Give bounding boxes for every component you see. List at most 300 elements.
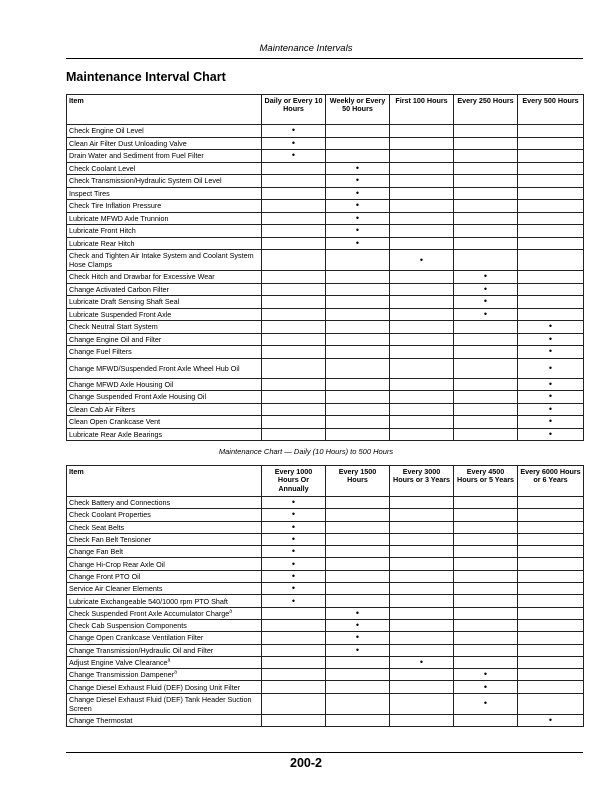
interval-cell xyxy=(390,583,454,595)
interval-marker-cell xyxy=(326,237,390,250)
interval-cell xyxy=(518,125,584,138)
interval-marker-cell xyxy=(518,391,584,404)
interval-cell xyxy=(326,497,390,509)
interval-cell xyxy=(518,595,584,607)
table-row xyxy=(67,187,584,200)
bullet-marker: • xyxy=(548,346,553,357)
item-cell xyxy=(67,619,262,631)
maintenance-table-10-to-500-hours xyxy=(66,94,584,441)
bullet-marker: • xyxy=(355,225,360,236)
item-label: Clean Air Filter Dust Unloading Valve xyxy=(69,138,187,148)
bullet-marker: • xyxy=(291,521,296,532)
interval-marker-cell xyxy=(262,137,326,150)
interval-marker-cell xyxy=(454,308,518,321)
interval-cell xyxy=(454,509,518,521)
interval-cell xyxy=(390,428,454,441)
interval-cell xyxy=(454,416,518,429)
interval-cell xyxy=(326,656,390,668)
bullet-marker: • xyxy=(291,150,296,161)
item-cell xyxy=(67,125,262,138)
table-row xyxy=(67,296,584,309)
item-label: Check Battery and Connections xyxy=(69,498,171,508)
interval-cell xyxy=(518,681,584,693)
interval-cell xyxy=(390,693,454,714)
item-cell xyxy=(67,521,262,533)
interval-cell xyxy=(390,346,454,359)
interval-cell xyxy=(390,681,454,693)
item-label: Change Thermostat xyxy=(69,715,133,725)
interval-cell xyxy=(390,509,454,521)
interval-cell xyxy=(390,546,454,558)
interval-cell xyxy=(454,607,518,619)
interval-cell xyxy=(390,416,454,429)
item-cell xyxy=(67,175,262,188)
interval-cell xyxy=(326,428,390,441)
interval-marker-cell xyxy=(262,546,326,558)
table-row xyxy=(67,428,584,441)
footnote-marker: a xyxy=(174,669,177,676)
column-header-interval: Every 1000 Hours Or Annually xyxy=(262,466,326,497)
interval-cell xyxy=(326,546,390,558)
interval-cell xyxy=(262,428,326,441)
item-label: Change Hi-Crop Rear Axle Oil xyxy=(69,559,165,569)
item-cell xyxy=(67,283,262,296)
table-row xyxy=(67,250,584,271)
interval-cell xyxy=(454,403,518,416)
interval-cell xyxy=(518,558,584,570)
bullet-marker: • xyxy=(355,632,360,643)
item-label: Change Activated Carbon Filter xyxy=(69,284,169,294)
interval-cell xyxy=(326,346,390,359)
interval-cell xyxy=(518,546,584,558)
interval-cell xyxy=(454,137,518,150)
interval-cell xyxy=(262,225,326,238)
interval-cell xyxy=(262,346,326,359)
item-label: Service Air Cleaner Elements xyxy=(69,584,163,594)
item-label: Change Diesel Exhaust Fluid (DEF) Tank Header Suction Screen xyxy=(69,694,252,713)
item-cell xyxy=(67,497,262,509)
table-row xyxy=(67,497,584,509)
interval-cell xyxy=(518,583,584,595)
bullet-marker: • xyxy=(419,254,424,265)
interval-cell xyxy=(454,200,518,213)
column-header-interval: Every 3000 Hours or 3 Years xyxy=(390,466,454,497)
interval-cell xyxy=(390,644,454,656)
item-label: Check Transmission/Hydraulic System Oil Level xyxy=(69,176,222,186)
interval-marker-cell xyxy=(262,570,326,582)
interval-cell xyxy=(390,632,454,644)
bullet-marker: • xyxy=(548,321,553,332)
interval-cell xyxy=(390,497,454,509)
interval-cell xyxy=(518,497,584,509)
item-cell xyxy=(67,509,262,521)
interval-marker-cell xyxy=(326,212,390,225)
interval-cell xyxy=(262,358,326,378)
item-cell xyxy=(67,333,262,346)
column-header-interval: First 100 Hours xyxy=(390,95,454,125)
interval-cell xyxy=(262,416,326,429)
item-label: Check Coolant Properties xyxy=(69,510,151,520)
interval-cell xyxy=(518,509,584,521)
interval-cell xyxy=(262,669,326,681)
item-label: Clean Cab Air Filters xyxy=(69,404,135,414)
interval-cell xyxy=(390,175,454,188)
interval-cell xyxy=(454,358,518,378)
interval-cell xyxy=(454,558,518,570)
interval-marker-cell xyxy=(518,321,584,334)
interval-cell xyxy=(518,200,584,213)
interval-marker-cell xyxy=(326,632,390,644)
item-cell xyxy=(67,137,262,150)
interval-cell xyxy=(454,125,518,138)
bullet-marker: • xyxy=(291,497,296,508)
bullet-marker: • xyxy=(355,644,360,655)
bullet-marker: • xyxy=(291,125,296,136)
item-cell xyxy=(67,296,262,309)
bullet-marker: • xyxy=(548,378,553,389)
interval-cell xyxy=(454,428,518,441)
interval-cell xyxy=(518,187,584,200)
bullet-marker: • xyxy=(355,187,360,198)
interval-cell xyxy=(454,333,518,346)
interval-cell xyxy=(262,681,326,693)
item-label: Inspect Tires xyxy=(69,188,110,198)
interval-cell xyxy=(390,533,454,545)
bullet-marker: • xyxy=(548,714,553,725)
bullet-marker: • xyxy=(548,362,553,373)
interval-cell xyxy=(454,497,518,509)
interval-cell xyxy=(454,656,518,668)
item-label: Lubricate Rear Hitch xyxy=(69,238,135,248)
item-cell xyxy=(67,271,262,284)
interval-cell xyxy=(390,714,454,726)
interval-cell xyxy=(326,358,390,378)
interval-cell xyxy=(326,391,390,404)
interval-marker-cell xyxy=(454,681,518,693)
table-row xyxy=(67,271,584,284)
table-row xyxy=(67,237,584,250)
interval-cell xyxy=(454,378,518,391)
interval-marker-cell xyxy=(454,693,518,714)
header-divider xyxy=(66,58,583,59)
bullet-marker: • xyxy=(483,308,488,319)
interval-marker-cell xyxy=(262,595,326,607)
interval-cell xyxy=(518,533,584,545)
interval-marker-cell xyxy=(454,283,518,296)
footnote-marker: a xyxy=(167,657,171,664)
interval-cell xyxy=(390,212,454,225)
bullet-marker: • xyxy=(355,607,360,618)
item-label: Change Transmission Dampener xyxy=(69,670,175,680)
interval-cell xyxy=(454,570,518,582)
interval-marker-cell xyxy=(454,271,518,284)
bullet-marker: • xyxy=(483,669,488,680)
interval-cell xyxy=(326,250,390,271)
interval-marker-cell xyxy=(326,607,390,619)
section-title: Maintenance Interval Chart xyxy=(66,70,226,84)
interval-marker-cell xyxy=(326,225,390,238)
item-label: Check Suspended Front Axle Accumulator Charge xyxy=(69,608,230,618)
item-cell xyxy=(67,558,262,570)
table-row xyxy=(67,403,584,416)
bullet-marker: • xyxy=(291,534,296,545)
column-header-item: Item xyxy=(67,95,262,125)
bullet-marker: • xyxy=(548,333,553,344)
interval-cell xyxy=(518,283,584,296)
item-label: Check Fan Belt Tensioner xyxy=(69,535,152,545)
interval-marker-cell xyxy=(326,175,390,188)
bullet-marker: • xyxy=(291,570,296,581)
interval-cell xyxy=(326,296,390,309)
interval-cell xyxy=(326,271,390,284)
item-cell xyxy=(67,681,262,693)
item-label: Lubricate Suspended Front Axle xyxy=(69,309,172,319)
interval-cell xyxy=(326,669,390,681)
bullet-marker: • xyxy=(483,283,488,294)
table-row xyxy=(67,391,584,404)
interval-cell xyxy=(518,150,584,163)
interval-cell xyxy=(326,558,390,570)
interval-cell xyxy=(454,321,518,334)
interval-cell xyxy=(454,546,518,558)
interval-cell xyxy=(390,125,454,138)
interval-marker-cell xyxy=(262,558,326,570)
interval-cell xyxy=(454,644,518,656)
item-label: Change Transmission/Hydraulic Oil and Filter xyxy=(69,645,214,655)
interval-cell xyxy=(326,308,390,321)
table-row xyxy=(67,533,584,545)
table-row xyxy=(67,619,584,631)
interval-cell xyxy=(454,533,518,545)
interval-cell xyxy=(262,403,326,416)
running-header: Maintenance Intervals xyxy=(259,43,353,54)
interval-cell xyxy=(390,619,454,631)
item-cell xyxy=(67,391,262,404)
interval-cell xyxy=(518,271,584,284)
interval-cell xyxy=(518,521,584,533)
interval-cell xyxy=(454,391,518,404)
interval-cell xyxy=(326,333,390,346)
item-label: Change Suspended Front Axle Housing Oil xyxy=(69,392,207,402)
interval-cell xyxy=(390,308,454,321)
interval-cell xyxy=(262,212,326,225)
bullet-marker: • xyxy=(355,200,360,211)
item-cell xyxy=(67,416,262,429)
interval-marker-cell xyxy=(326,162,390,175)
table-row xyxy=(67,583,584,595)
interval-cell xyxy=(262,187,326,200)
interval-cell xyxy=(390,283,454,296)
interval-marker-cell xyxy=(262,509,326,521)
item-cell xyxy=(67,250,262,271)
bullet-marker: • xyxy=(548,416,553,427)
interval-cell xyxy=(390,378,454,391)
interval-marker-cell xyxy=(518,346,584,359)
interval-marker-cell xyxy=(518,378,584,391)
interval-cell xyxy=(326,416,390,429)
item-cell xyxy=(67,714,262,726)
bullet-marker: • xyxy=(483,681,488,692)
interval-cell xyxy=(390,237,454,250)
interval-marker-cell xyxy=(262,533,326,545)
interval-marker-cell xyxy=(390,250,454,271)
interval-marker-cell xyxy=(326,187,390,200)
interval-cell xyxy=(518,162,584,175)
item-label: Drain Water and Sediment from Fuel Filter xyxy=(69,151,204,161)
item-label: Check Seat Belts xyxy=(69,522,125,532)
interval-cell xyxy=(326,378,390,391)
item-label: Change MFWD Axle Housing Oil xyxy=(69,379,174,389)
item-cell xyxy=(67,358,262,378)
table-row xyxy=(67,656,584,668)
table-row xyxy=(67,509,584,521)
interval-cell xyxy=(518,296,584,309)
item-cell xyxy=(67,212,262,225)
bullet-marker: • xyxy=(355,175,360,186)
item-cell xyxy=(67,533,262,545)
bullet-marker: • xyxy=(483,296,488,307)
bullet-marker: • xyxy=(419,657,424,667)
item-cell xyxy=(67,669,262,681)
interval-marker-cell xyxy=(518,428,584,441)
interval-cell xyxy=(262,308,326,321)
table-row xyxy=(67,321,584,334)
interval-cell xyxy=(326,583,390,595)
interval-marker-cell xyxy=(518,333,584,346)
interval-cell xyxy=(390,403,454,416)
table-row xyxy=(67,607,584,619)
bullet-marker: • xyxy=(355,212,360,223)
interval-cell xyxy=(518,175,584,188)
item-label: Change Fan Belt xyxy=(69,547,123,557)
interval-cell xyxy=(326,321,390,334)
interval-marker-cell xyxy=(518,358,584,378)
maintenance-table-1000-to-6000-hours xyxy=(66,465,584,727)
interval-cell xyxy=(390,607,454,619)
interval-cell xyxy=(262,250,326,271)
interval-cell xyxy=(326,521,390,533)
interval-cell xyxy=(518,632,584,644)
table-row xyxy=(67,546,584,558)
item-cell xyxy=(67,428,262,441)
item-label: Check and Tighten Air Intake System and Coolant System Hose Clamps xyxy=(69,251,254,269)
item-label: Change MFWD/Suspended Front Axle Wheel Hub Oil xyxy=(69,363,240,373)
item-cell xyxy=(67,162,262,175)
table-caption: Maintenance Chart — Daily (10 Hours) to 500 Hours xyxy=(218,447,394,456)
interval-cell xyxy=(326,125,390,138)
interval-cell xyxy=(262,237,326,250)
bullet-marker: • xyxy=(291,595,296,606)
interval-marker-cell xyxy=(262,150,326,163)
table-row xyxy=(67,137,584,150)
interval-cell xyxy=(454,619,518,631)
item-cell xyxy=(67,237,262,250)
column-header-interval: Weekly or Every 50 Hours xyxy=(326,95,390,125)
item-cell xyxy=(67,644,262,656)
item-label: Clean Open Crankcase Vent xyxy=(69,417,161,427)
interval-cell xyxy=(518,212,584,225)
table-row xyxy=(67,333,584,346)
item-cell xyxy=(67,187,262,200)
bullet-marker: • xyxy=(291,137,296,148)
table-row xyxy=(67,283,584,296)
table-row xyxy=(67,632,584,644)
interval-cell xyxy=(326,137,390,150)
table-row xyxy=(67,693,584,714)
interval-cell xyxy=(454,175,518,188)
interval-cell xyxy=(454,346,518,359)
interval-cell xyxy=(390,225,454,238)
interval-cell xyxy=(262,693,326,714)
bullet-marker: • xyxy=(355,162,360,173)
item-cell xyxy=(67,225,262,238)
bullet-marker: • xyxy=(548,428,553,439)
item-cell xyxy=(67,607,262,619)
interval-cell xyxy=(262,271,326,284)
interval-marker-cell xyxy=(518,714,584,726)
interval-marker-cell xyxy=(262,497,326,509)
table-row xyxy=(67,308,584,321)
interval-cell xyxy=(326,509,390,521)
interval-cell xyxy=(262,321,326,334)
interval-cell xyxy=(390,558,454,570)
column-header-interval: Every 500 Hours xyxy=(518,95,584,125)
interval-cell xyxy=(518,644,584,656)
interval-cell xyxy=(518,237,584,250)
table-row xyxy=(67,346,584,359)
item-cell xyxy=(67,403,262,416)
item-label: Check Neutral Start System xyxy=(69,322,158,332)
bullet-marker: • xyxy=(291,546,296,557)
table-row xyxy=(67,162,584,175)
interval-cell xyxy=(518,570,584,582)
item-cell xyxy=(67,308,262,321)
column-header-interval: Daily or Every 10 Hours xyxy=(262,95,326,125)
table-row xyxy=(67,150,584,163)
item-cell xyxy=(67,150,262,163)
interval-cell xyxy=(390,271,454,284)
item-cell xyxy=(67,378,262,391)
item-cell xyxy=(67,595,262,607)
interval-cell xyxy=(454,250,518,271)
item-cell xyxy=(67,570,262,582)
footnote-marker: a xyxy=(229,608,232,615)
interval-cell xyxy=(390,333,454,346)
table-row xyxy=(67,669,584,681)
table-row xyxy=(67,714,584,726)
interval-cell xyxy=(390,521,454,533)
interval-cell xyxy=(262,607,326,619)
bullet-marker: • xyxy=(483,271,488,282)
interval-cell xyxy=(518,225,584,238)
item-label: Check Tire Inflation Pressure xyxy=(69,201,162,211)
table-row xyxy=(67,558,584,570)
interval-cell xyxy=(326,533,390,545)
column-header-interval: Every 1500 Hours xyxy=(326,466,390,497)
item-cell xyxy=(67,632,262,644)
interval-cell xyxy=(326,595,390,607)
table-row xyxy=(67,175,584,188)
interval-cell xyxy=(454,225,518,238)
interval-cell xyxy=(454,595,518,607)
interval-cell xyxy=(390,595,454,607)
interval-cell xyxy=(262,378,326,391)
table-row xyxy=(67,200,584,213)
interval-marker-cell xyxy=(262,125,326,138)
column-header-interval: Every 4500 Hours or 5 Years xyxy=(454,466,518,497)
interval-cell xyxy=(326,283,390,296)
interval-cell xyxy=(454,521,518,533)
